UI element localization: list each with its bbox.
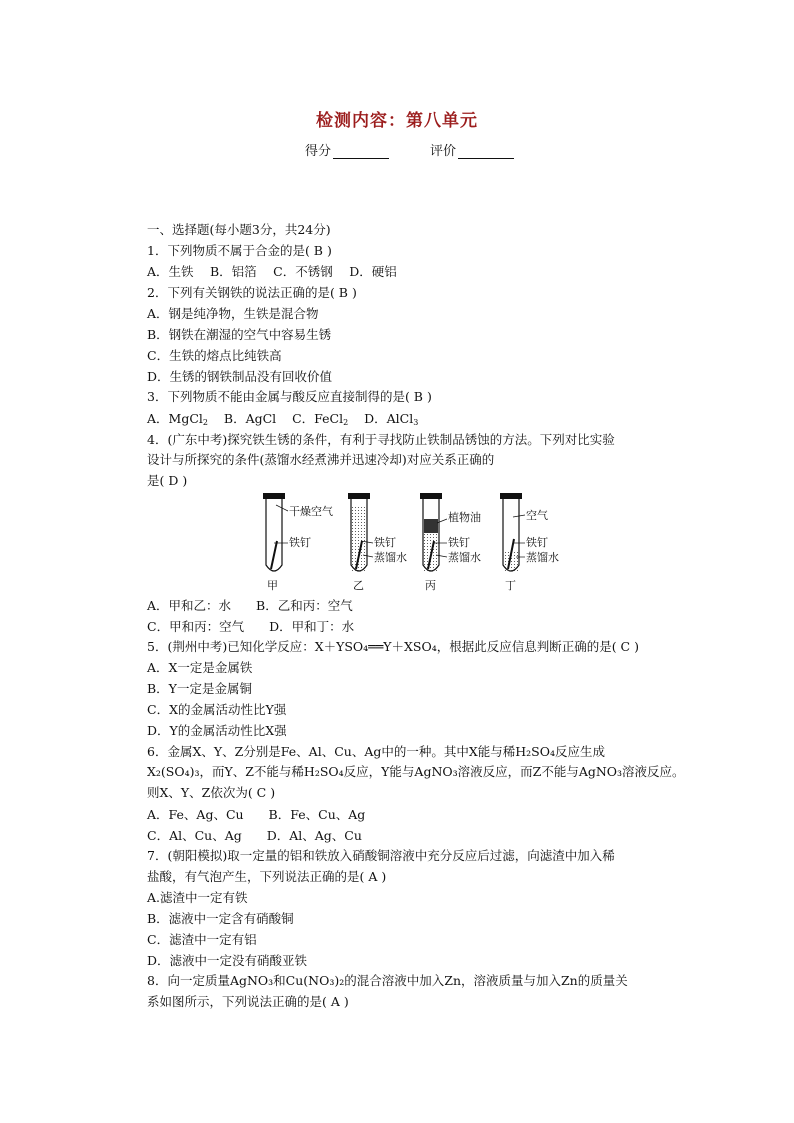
label-nail-4: 铁钉 xyxy=(526,536,548,549)
q3-option-a: A．MgCl$_2$ xyxy=(147,411,208,427)
tube-label-ding: 丁 xyxy=(505,579,516,592)
tube-bing xyxy=(420,493,481,592)
score-field xyxy=(305,140,389,159)
label-air: 空气 xyxy=(526,509,548,522)
q5-option-b: B．Y一定是金属铜 xyxy=(147,681,252,696)
q3-option-c: C．FeCl$_2$ xyxy=(292,411,349,427)
score-blank xyxy=(333,145,389,159)
q8-stem-line2: 系如图所示，下列说法正确的是( A ) xyxy=(147,994,349,1009)
q3-stem: 3．下列物质不能由金属与酸反应直接制得的是( B ) xyxy=(147,389,432,404)
label-dry-air: 干燥空气 xyxy=(289,505,333,518)
label-water-3: 蒸馏水 xyxy=(448,551,481,564)
q6-stem-line2: X₂(SO₄)₃，而Y、Z不能与稀H₂SO₄反应，Y能与AgNO₃溶液反应，而Z不能与AgNO₃溶液反应。 xyxy=(147,764,685,779)
q6-stem-line3: 则X、Y、Z依次为( C ) xyxy=(147,785,276,800)
q4-stem-line2: 设计与所探究的条件(蒸馏水经煮沸并迅速冷却)对应关系正确的 xyxy=(147,452,495,467)
tube-label-jia: 甲 xyxy=(267,579,278,592)
q2-option-b: B．钢铁在潮湿的空气中容易生锈 xyxy=(147,327,332,342)
q2-option-d: D．生锈的钢铁制品没有回收价值 xyxy=(147,369,333,384)
label-nail-3: 铁钉 xyxy=(448,536,470,549)
tube-label-yi: 乙 xyxy=(353,579,364,592)
label-oil: 植物油 xyxy=(448,511,481,524)
q6-stem-line1: 6．金属X、Y、Z分别是Fe、Al、Cu、Ag中的一种。其中X能与稀H₂SO₄反应生成 xyxy=(147,744,605,759)
q2-option-a: A．钢是纯净物，生铁是混合物 xyxy=(147,306,319,321)
q5-option-c: C．X的金属活动性比Y强 xyxy=(147,702,287,717)
q7-option-a: A.滤渣中一定有铁 xyxy=(147,890,248,905)
q7-option-c: C．滤渣中一定有铝 xyxy=(147,932,257,947)
q5-option-a: A．X一定是金属铁 xyxy=(147,660,253,675)
label-nail-2: 铁钉 xyxy=(374,536,396,549)
q2-option-c: C．生铁的熔点比纯铁高 xyxy=(147,348,282,363)
tube-yi xyxy=(348,493,407,592)
q6-options-line2: C．Al、Cu、Ag D．Al、Ag、Cu xyxy=(147,828,362,843)
q4-options-line1: A．甲和乙：水 B．乙和丙：空气 xyxy=(147,598,353,613)
eval-field xyxy=(430,140,514,159)
q2-stem: 2．下列有关钢铁的说法正确的是( B ) xyxy=(147,285,357,300)
q3-option-d: D．AlCl$_3$ xyxy=(364,411,419,427)
eval-label: 评价 xyxy=(430,144,457,159)
label-water-2: 蒸馏水 xyxy=(374,551,407,564)
q5-option-d: D．Y的金属活动性比X强 xyxy=(147,723,287,738)
q4-stem-line3: 是( D ) xyxy=(147,473,188,488)
q1-options: A．生铁 B．铝箔 C．不锈钢 D．硬铝 xyxy=(147,264,397,279)
q5-stem: 5．(荆州中考)已知化学反应：X＋YSO₄══Y＋XSO₄，根据此反应信息判断正确的是( C ) xyxy=(147,639,639,654)
q7-option-b: B．滤液中一定含有硝酸铜 xyxy=(147,911,294,926)
q8-stem-line1: 8．向一定质量AgNO₃和Cu(NO₃)₂的混合溶液中加入Zn，溶液质量与加入Zn的质量关 xyxy=(147,973,628,988)
label-nail-1: 铁钉 xyxy=(289,536,311,549)
q7-stem-line1: 7．(朝阳模拟)取一定量的铝和铁放入硝酸铜溶液中充分反应后过滤，向滤渣中加入稀 xyxy=(147,848,615,863)
score-label: 得分 xyxy=(305,144,332,159)
tube-ding xyxy=(500,493,559,592)
q4-options-line2: C．甲和丙：空气 D．甲和丁：水 xyxy=(147,619,355,634)
q7-stem-line2: 盐酸，有气泡产生，下列说法正确的是( A ) xyxy=(147,869,387,884)
q7-option-d: D．滤液中一定没有硝酸亚铁 xyxy=(147,953,308,968)
eval-blank xyxy=(458,145,514,159)
q6-options-line1: A．Fe、Ag、Cu B．Fe、Cu、Ag xyxy=(147,807,366,822)
q4-stem-line1: 4．(广东中考)探究铁生锈的条件，有利于寻找防止铁制品锈蚀的方法。下列对比实验 xyxy=(147,432,615,447)
q3-options xyxy=(147,411,418,427)
q3-option-b: B．AgCl xyxy=(223,411,277,426)
q1-stem: 1．下列物质不属于合金的是( B ) xyxy=(147,243,332,258)
page-title: 检测内容：第八单元 xyxy=(316,111,478,131)
section-heading: 一、选择题(每小题3分，共24分) xyxy=(147,222,331,237)
label-water-4: 蒸馏水 xyxy=(526,551,559,564)
tube-jia xyxy=(263,493,333,592)
tube-label-bing: 丙 xyxy=(425,579,436,592)
test-tube-figure xyxy=(255,491,595,593)
